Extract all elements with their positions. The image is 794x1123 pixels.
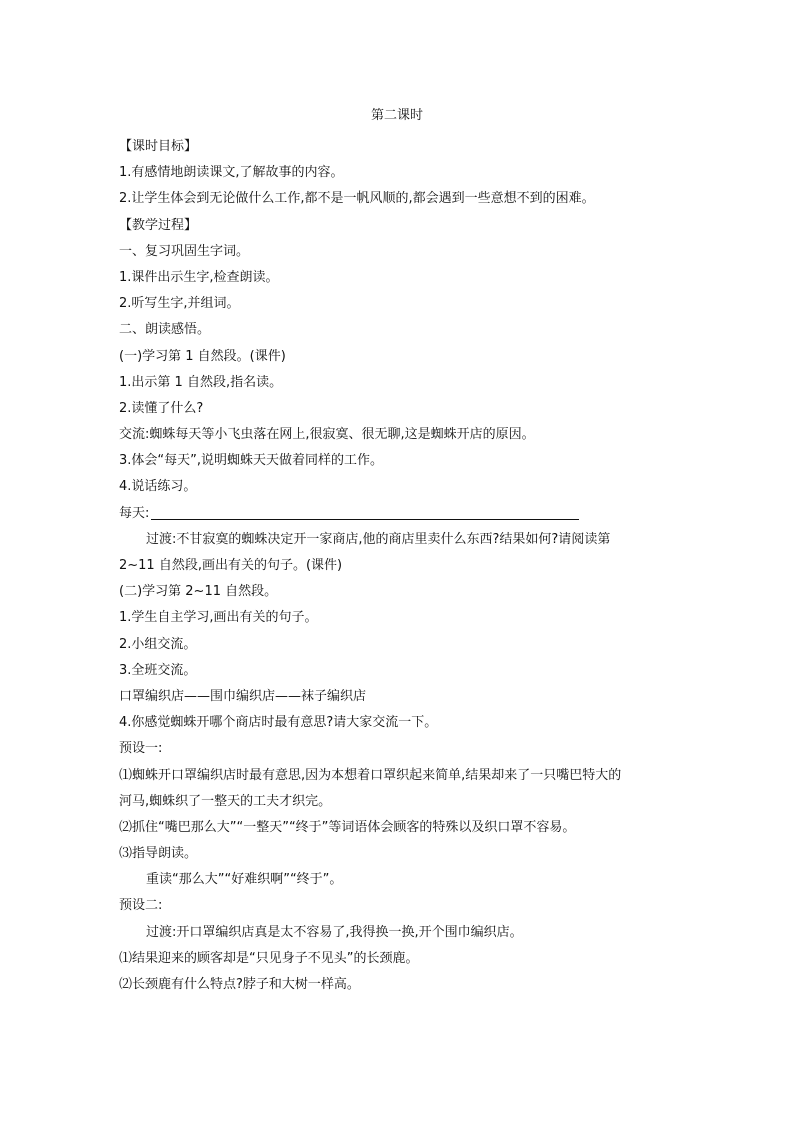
text-line: ⑵抓住“嘴巴那么大”“一整天”“终于”等词语体会顾客的特殊以及织口罩不容易。 [119, 819, 576, 835]
section-heading: 【教学过程】 [119, 217, 198, 233]
text-line: 河马,蜘蛛织了一整天的工夫才织完。 [119, 793, 332, 809]
text-line: 过渡:不甘寂寞的蜘蛛决定开一家商店,他的商店里卖什么东西?结果如何?请阅读第 [146, 531, 611, 547]
text-line: 1.课件出示生字,检查朗读。 [119, 269, 279, 285]
text-line: (二)学习第 2~11 自然段。 [119, 584, 278, 600]
fill-in-label: 每天: [119, 505, 150, 521]
text-line: 口罩编织店——围巾编织店——袜子编织店 [119, 688, 367, 704]
text-line: 预设二: [119, 898, 163, 914]
text-line: (一)学习第 1 自然段。(课件) [119, 348, 286, 364]
section-heading: 【课时目标】 [119, 139, 198, 154]
text-line: 过渡:开口罩编织店真是太不容易了,我得换一换,开个围巾编织店。 [146, 924, 523, 940]
text-line: 1.出示第 1 自然段,指名读。 [119, 374, 283, 390]
document-body [119, 134, 699, 998]
text-line: 二、朗读感悟。 [119, 322, 211, 338]
text-line: 3.体会“每天”,说明蜘蛛天天做着同样的工作。 [119, 453, 384, 469]
blank-underline [151, 505, 579, 520]
text-line: 4.说话练习。 [119, 479, 197, 495]
text-line: 2.让学生体会到无论做什么工作,都不是一帆风顺的,都会遇到一些意想不到的困难。 [119, 191, 595, 207]
text-line: 预设一: [119, 741, 163, 757]
text-line: 重读“那么大”“好难织啊”“终于”。 [146, 872, 343, 888]
text-line: ⑴蜘蛛开口罩编织店时最有意思,因为本想着口罩织起来简单,结果却来了一只嘴巴特大的 [119, 767, 622, 783]
text-line: 1.学生自主学习,画出有关的句子。 [119, 610, 318, 626]
text-line: 一、复习巩固生字词。 [119, 243, 250, 259]
text-line: 2.读懂了什么? [119, 400, 204, 416]
text-line: 1.有感情地朗读课文,了解故事的内容。 [119, 165, 344, 181]
text-line: ⑵长颈鹿有什么特点?脖子和大树一样高。 [119, 977, 360, 992]
text-line: 3.全班交流。 [119, 662, 197, 678]
fill-in-line [119, 501, 699, 527]
text-line: 交流:蜘蛛每天等小飞虫落在网上,很寂寞、很无聊,这是蜘蛛开店的原因。 [119, 427, 535, 443]
text-line: ⑴结果迎来的顾客却是“只见身子不见头”的长颈鹿。 [119, 950, 419, 966]
text-line: 2.小组交流。 [119, 636, 197, 652]
text-line: 2.听写生字,并组词。 [119, 296, 240, 312]
text-line: ⑶指导朗读。 [119, 846, 198, 862]
text-line: 2~11 自然段,画出有关的句子。(课件) [119, 558, 343, 573]
page-title: 第二课时 [370, 108, 423, 123]
text-line: 4.你感觉蜘蛛开哪个商店时最有意思?请大家交流一下。 [119, 715, 438, 731]
